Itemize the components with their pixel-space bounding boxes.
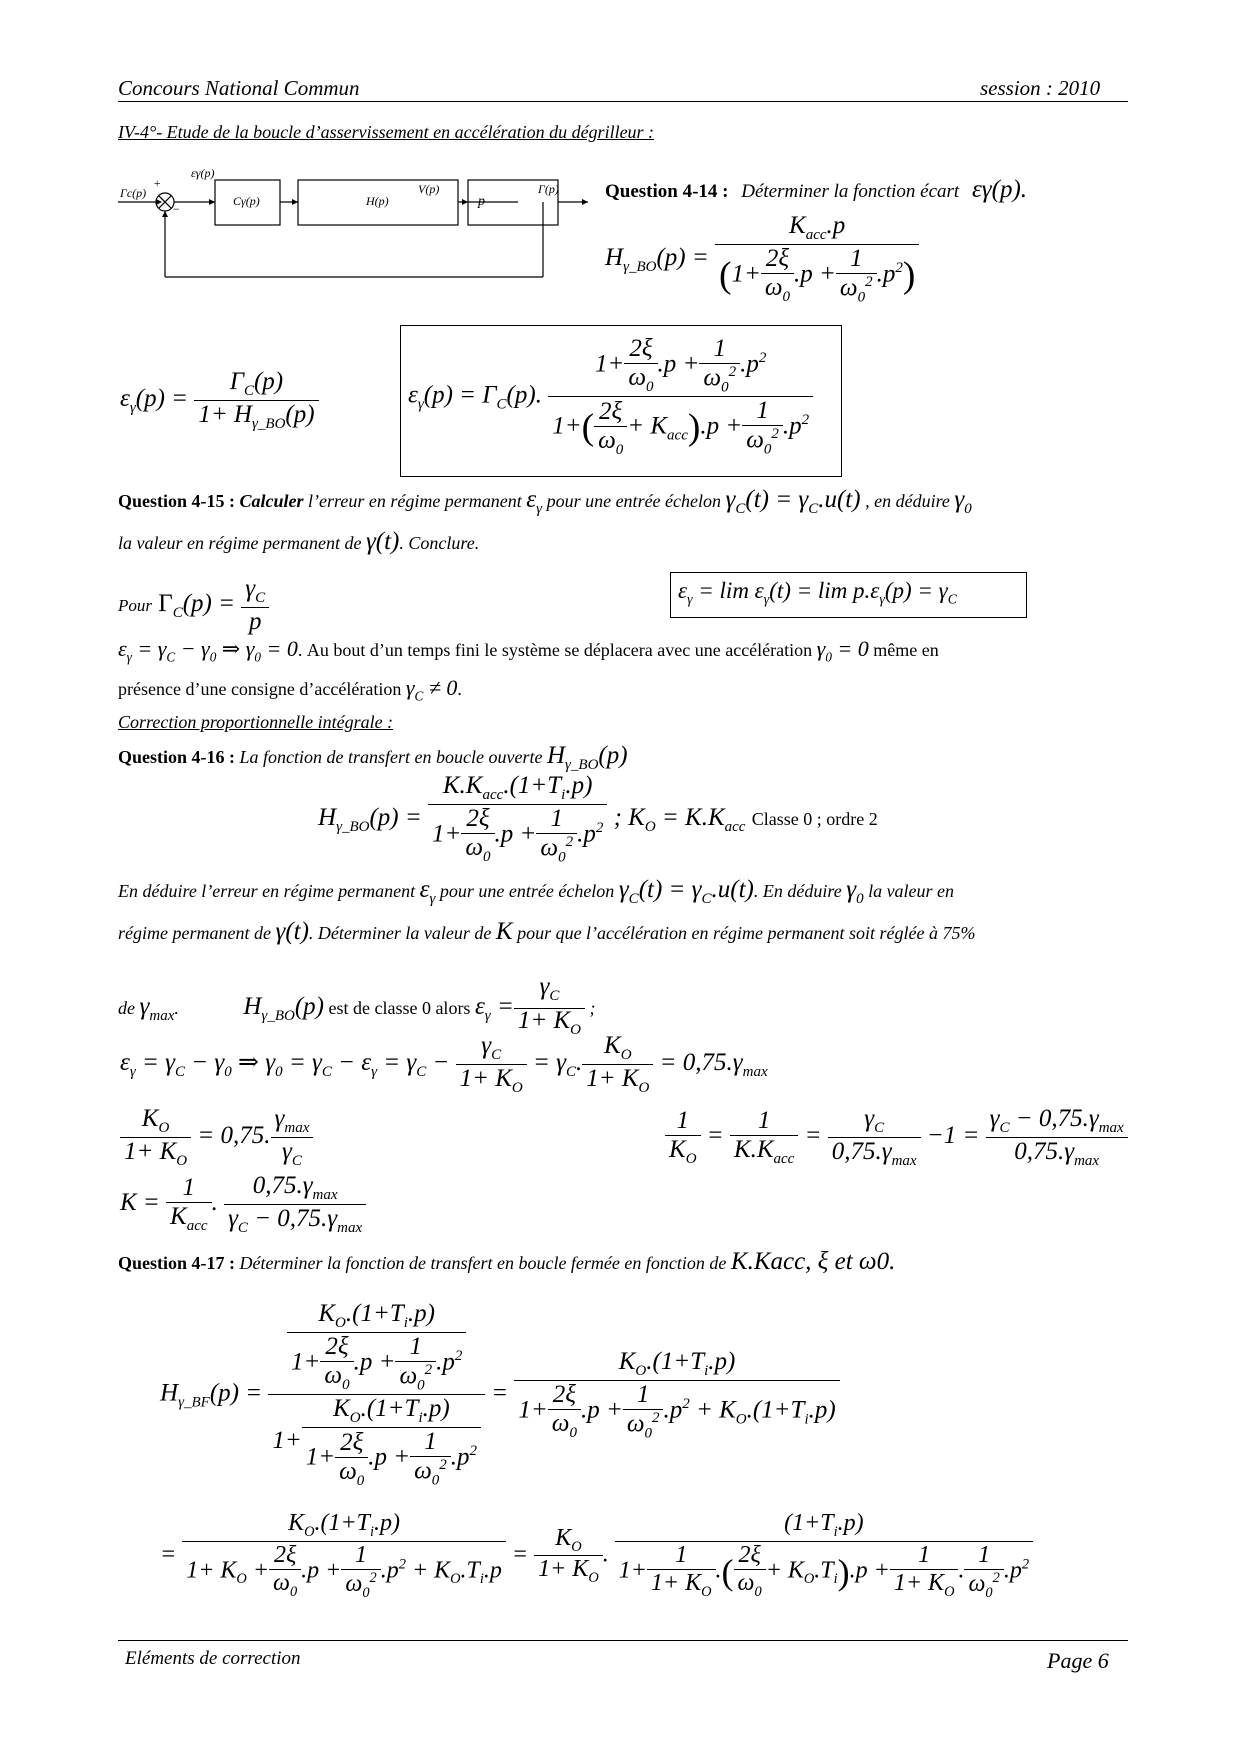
q417-line: Question 4-17 : Déterminer la fonction de transfert en boucle fermée en fonction de K.Kacc, ξ et ω0. xyxy=(118,1248,896,1275)
section-title: IV-4°- Etude de la boucle d’asservissement en accélération du dégrilleur : xyxy=(118,122,655,142)
block-diagram xyxy=(118,165,588,285)
q415-conclusion: $\varepsilon_\gamma = \gamma_C - \gamma_0$ ⇒ $\gamma_0 = 0$. Au bout d’un temps fini le système se déplacera avec une accélération $\gamma_0 = 0$ même en xyxy=(118,636,939,665)
q416-para3: de $\gamma_{max}$. $H_{\gamma\_BO}(p)$ est de classe 0 alors $\varepsilon_\gamma$ = $\frac{\gamma_C}{1+ K_O}$ ; xyxy=(118,973,596,1038)
eq-epsilon-pi: $\varepsilon_\gamma = \gamma_C - \gamma_0$ ⇒ $\gamma_0 = \gamma_C - \varepsilon_\gamma = \gamma_C$ − $\frac{\gamma_C}{1+ K_O}$ = $\gamma_C$. $\frac{K_O}{1+ K_O}$ = $0,75.\gamma_{max}$ xyxy=(120,1032,768,1096)
diagram-block3-label: p xyxy=(478,194,485,209)
correction-title: Correction proportionnelle intégrale : xyxy=(118,712,394,732)
q416-para2: régime permanent de γ(t). Déterminer la valeur de K pour que l’accélération en régime permanent soit réglée à 75% xyxy=(118,918,976,945)
diagram-signal-label: V(p) xyxy=(418,182,440,196)
eq-epsilon-result: $\varepsilon_\gamma(p) = \Gamma_C(p)$. 1+ $\frac{2\xi}{\omega_0}$ .p + $\frac{1}{\omega_0^2}$ $.p^2$ 1+( $\frac{2\xi}{\omega_0}$ + $K_{acc}).p$ + $\frac{1}{\omega_0^2}$ $.p^2$ xyxy=(408,335,813,459)
eq-hbf-1: $H_{\gamma\_BF}(p)$ = $K_O.(1+T_i.p)$ 1+ $\frac{2\xi}{\omega_0}$ .p + $\frac{1}{\omega_0^2}$ $.p^2$ 1+ $K_O.(1+T_i.p)$ 1+ $\frac{2\xi}{\omega_0}$ .p + $\frac{1}{\omega_0^2}$ $.p^2$ = $K_O.(1+T_i.p)$ 1+ $\frac{2\xi}{\omega_0}$ .p + $\frac{1}{\omega_0^2}$ $.p^2 + K_O.(1+T_i.p)$ xyxy=(160,1300,840,1490)
diagram-minus: − xyxy=(172,202,181,216)
q415-label: Question 4-15 : xyxy=(118,491,235,511)
eq-hbo-acc: $H_{\gamma\_BO}(p)$ = $K_{acc}.p$ (1+ $\frac{2\xi}{\omega_0}$ .p + $\frac{1}{\omega_0^2}$ $.p^2$) xyxy=(605,212,919,306)
header-title: Concours National Commun xyxy=(118,76,360,100)
diagram-plus: + xyxy=(153,176,162,190)
eq-hbo-pi: $H_{\gamma\_BO}(p)$ = $K.K_{acc}.(1+T_i.p)$ 1+ $\frac{2\xi}{\omega_0}$ .p + $\frac{1}{\omega_0^2}$ $.p^2$ ; $K_O = K.K_{acc}$ Classe 0 ; ordre 2 xyxy=(318,772,878,866)
q417-vars: K.Kacc, ξ et ω0. xyxy=(730,1248,896,1275)
eq-limit: $\varepsilon_\gamma = \lim \varepsilon_\gamma(t) = \lim p.\varepsilon_\gamma(p) = \gamma_C$ xyxy=(678,578,957,607)
q414-text: Déterminer la fonction écart xyxy=(741,181,960,202)
eq-ko-ratio: $\frac{K_O}{1+ K_O}$ = 0,75. $\frac{\gamma_{max}}{\gamma_C}$ xyxy=(120,1105,313,1170)
q417-label: Question 4-17 : xyxy=(118,1253,235,1273)
q416-para1: En déduire l’erreur en régime permanent $\varepsilon_\gamma$ pour une entrée échelon $\gamma_C(t) = \gamma_C.u(t)$. En déduire $\gamma_0$ la valeur en xyxy=(118,876,955,907)
q415-bold: Calculer xyxy=(239,491,304,511)
q414-symbol: εγ(p). xyxy=(971,176,1028,203)
eq-k-value: K = $\frac{1}{K_{acc}}$ . $\frac{0,75.\gamma_{max}}{\gamma_C - 0,75.\gamma_{max}}$ xyxy=(120,1172,366,1237)
footer-left: Eléments de correction xyxy=(125,1648,301,1669)
footer-page: Page 6 xyxy=(1047,1648,1109,1673)
diagram-input-label: Γc(p) xyxy=(120,186,147,200)
q414-label: Question 4-14 : xyxy=(605,181,729,202)
q415-line2: la valeur en régime permanent de γ(t). Conclure. xyxy=(118,528,480,555)
q415-conclusion-2: présence d’une consigne d’accélération $\gamma_C \ne 0$. xyxy=(118,675,462,704)
diagram-error-label: εγ(p) xyxy=(191,166,215,180)
header-rule xyxy=(118,101,1128,102)
diagram-output-label: Γ(p) xyxy=(538,182,559,196)
eq-epsilon-general: $\varepsilon_\gamma(p)$ = $\frac{\Gamma_C(p)}{1+ H_{\gamma\_BO}(p)}$ xyxy=(120,368,319,433)
q414-line xyxy=(605,178,1027,204)
header-session: session : 2010 xyxy=(980,76,1101,100)
eq-hbo-acc-fraction: $K_{acc}.p$ (1+ $\frac{2\xi}{\omega_0}$ .p + $\frac{1}{\omega_0^2}$ $.p^2$) xyxy=(715,212,919,306)
footer-rule xyxy=(118,1640,1128,1641)
diagram-block2-label: H(p) xyxy=(366,194,389,208)
q416-label: Question 4-16 : xyxy=(118,747,235,767)
q415-line1: Question 4-15 : Calculer l’erreur en régime permanent $\varepsilon_\gamma$ pour une entrée échelon $\gamma_C(t) = \gamma_C.u(t)$ , en déduire $\gamma_0$ xyxy=(118,486,972,517)
diagram-block1-label: Cγ(p) xyxy=(233,194,260,208)
q416-classe: Classe 0 ; ordre 2 xyxy=(751,808,878,829)
eq-pour-gamma: Pour $\Gamma_C(p)$ = $\frac{\gamma_C}{p}$ xyxy=(118,575,269,636)
q416-line: Question 4-16 : La fonction de transfert en boucle ouverte $H_{\gamma\_BO}(p)$ xyxy=(118,742,628,773)
eq-inverse-ko: $\frac{1}{K_O}$ = $\frac{1}{K.K_{acc}}$ = $\frac{\gamma_C}{0,75.\gamma_{max}}$ −1 = $\frac{\gamma_C - 0,75.\gamma_{max}}{0,75.\gamma_{max}}$ xyxy=(665,1105,1128,1170)
eq-hbf-2: = $K_O.(1+T_i.p)$ $1+ K_O$ + $\frac{2\xi}{\omega_0}$ .p + $\frac{1}{\omega_0^2}$ $.p^2 + K_O.T_i.p$ = $\frac{K_O}{1+ K_O}$ . $(1+T_i.p)$ 1+ $\frac{1}{1+ K_O}$ .( $\frac{2\xi}{\omega_0}$ + $K_O.T_i).p$ + $\frac{1}{1+ K_O}$ . $\frac{1}{\omega_0^2}$ $.p^2$ xyxy=(160,1510,1033,1602)
